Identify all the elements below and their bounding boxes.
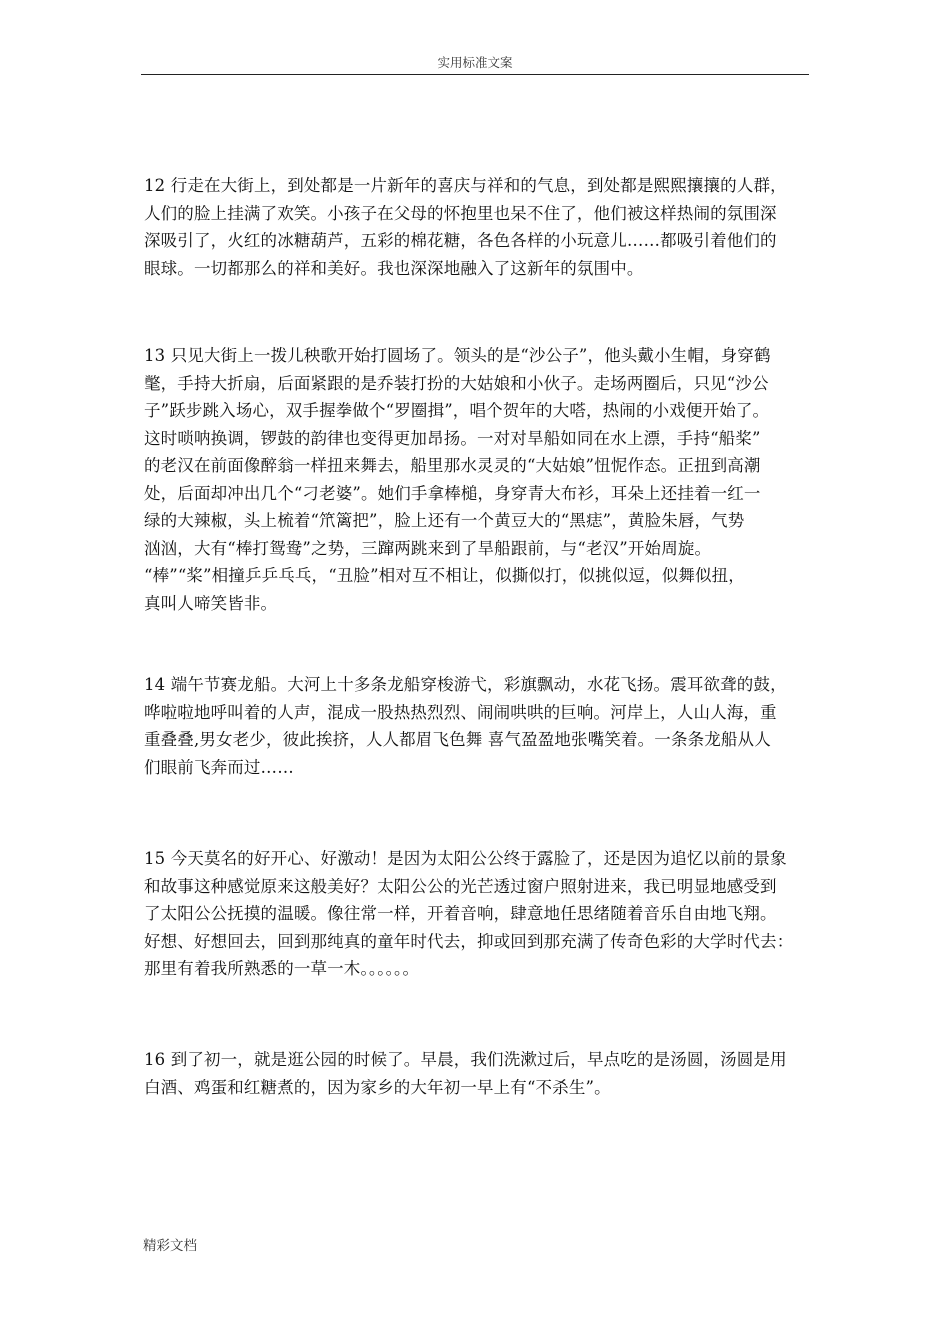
paragraph-14: 14 端午节赛龙船。大河上十多条龙船穿梭游弋，彩旗飘动，水花飞扬。震耳欲聋的鼓， 哗啦啦地呼叫着的人声，混成一股热热烈烈、闹闹哄哄的巨响。河岸上，人山人海，重 重叠叠,男女老少，彼此挨挤，人人都眉飞色舞 喜气盈盈地张嘴笑着。一条条龙船从人 们眼前飞奔而过…… [144, 675, 787, 777]
paragraph-16: 16 到了初一，就是逛公园的时候了。早晨，我们洗漱过后，早点吃的是汤圆，汤圆是用 白酒、鸡蛋和红糖煮的，因为家乡的大年初一早上有“不杀生”。 [144, 1050, 787, 1097]
footer-label: 精彩文档 [143, 1238, 197, 1254]
page-footer [143, 1234, 197, 1254]
page-header [141, 56, 809, 75]
paragraph-13: 13 只见大街上一拨儿秧歌开始打圆场了。领头的是“沙公子”，他头戴小生帽，身穿鹤 氅，手持大折扇，后面紧跟的是乔装打扮的大姑娘和小伙子。走场两圈后，只见“沙公 子”跃步跳入场心，双手握拳做个“罗圈揖”，唱个贺年的大嗒，热闹的小戏便开始了。 这时唢呐换调，锣鼓的韵律也变得更加昂扬。一对对旱船如同在水上漂，手持“船桨” 的老汉在前面像醉翁一样扭来舞去，船里那水灵灵的“大姑娘”忸怩作态。正扭到高潮 处，后面却冲出几个“刁老婆”。她们手拿棒槌，身穿青大布衫，耳朵上还挂着一红一 绿的大辣椒，头上梳着“笊篱把”，脸上还有一个黄豆大的“黑痣”，黄脸朱唇，气势 汹汹，大有“棒打鸳鸯”之势，三蹿两跳来到了旱船跟前，与“老汉”开始周旋。 “棒”“桨”相撞乒乒乓乓，“丑脸”相对互不相让，似撕似打，似挑似逗，似舞似扭， 真叫人啼笑皆非。 [144, 346, 771, 613]
paragraph-15: 15 今天莫名的好开心、好激动！是因为太阳公公终于露脸了，还是因为追忆以前的景象 和故事这种感觉原来这般美好？太阳公公的光芒透过窗户照射进来，我已明显地感受到 了太阳公公抚摸的温暖。像往常一样，开着音响，肆意地任思绪随着音乐自由地飞翔。 好想、好想回去，回到那纯真的童年时代去，抑或回到那充满了传奇色彩的大学时代去： 那里有着我所熟悉的一草一木。。。。。。 [144, 849, 794, 978]
header-title: 实用标准文案 [437, 55, 513, 70]
paragraph-12: 12 行走在大街上，到处都是一片新年的喜庆与祥和的气息，到处都是熙熙攘攘的人群， 人们的脸上挂满了欢笑。小孩子在父母的怀抱里也呆不住了，他们被这样热闹的氛围深 深吸引了，火红的冰糖葫芦，五彩的棉花糖，各色各样的小玩意儿……都吸引着他们的 眼球。一切都那么的祥和美好。我也深深地融入了这新年的氛围中。 [144, 176, 787, 278]
